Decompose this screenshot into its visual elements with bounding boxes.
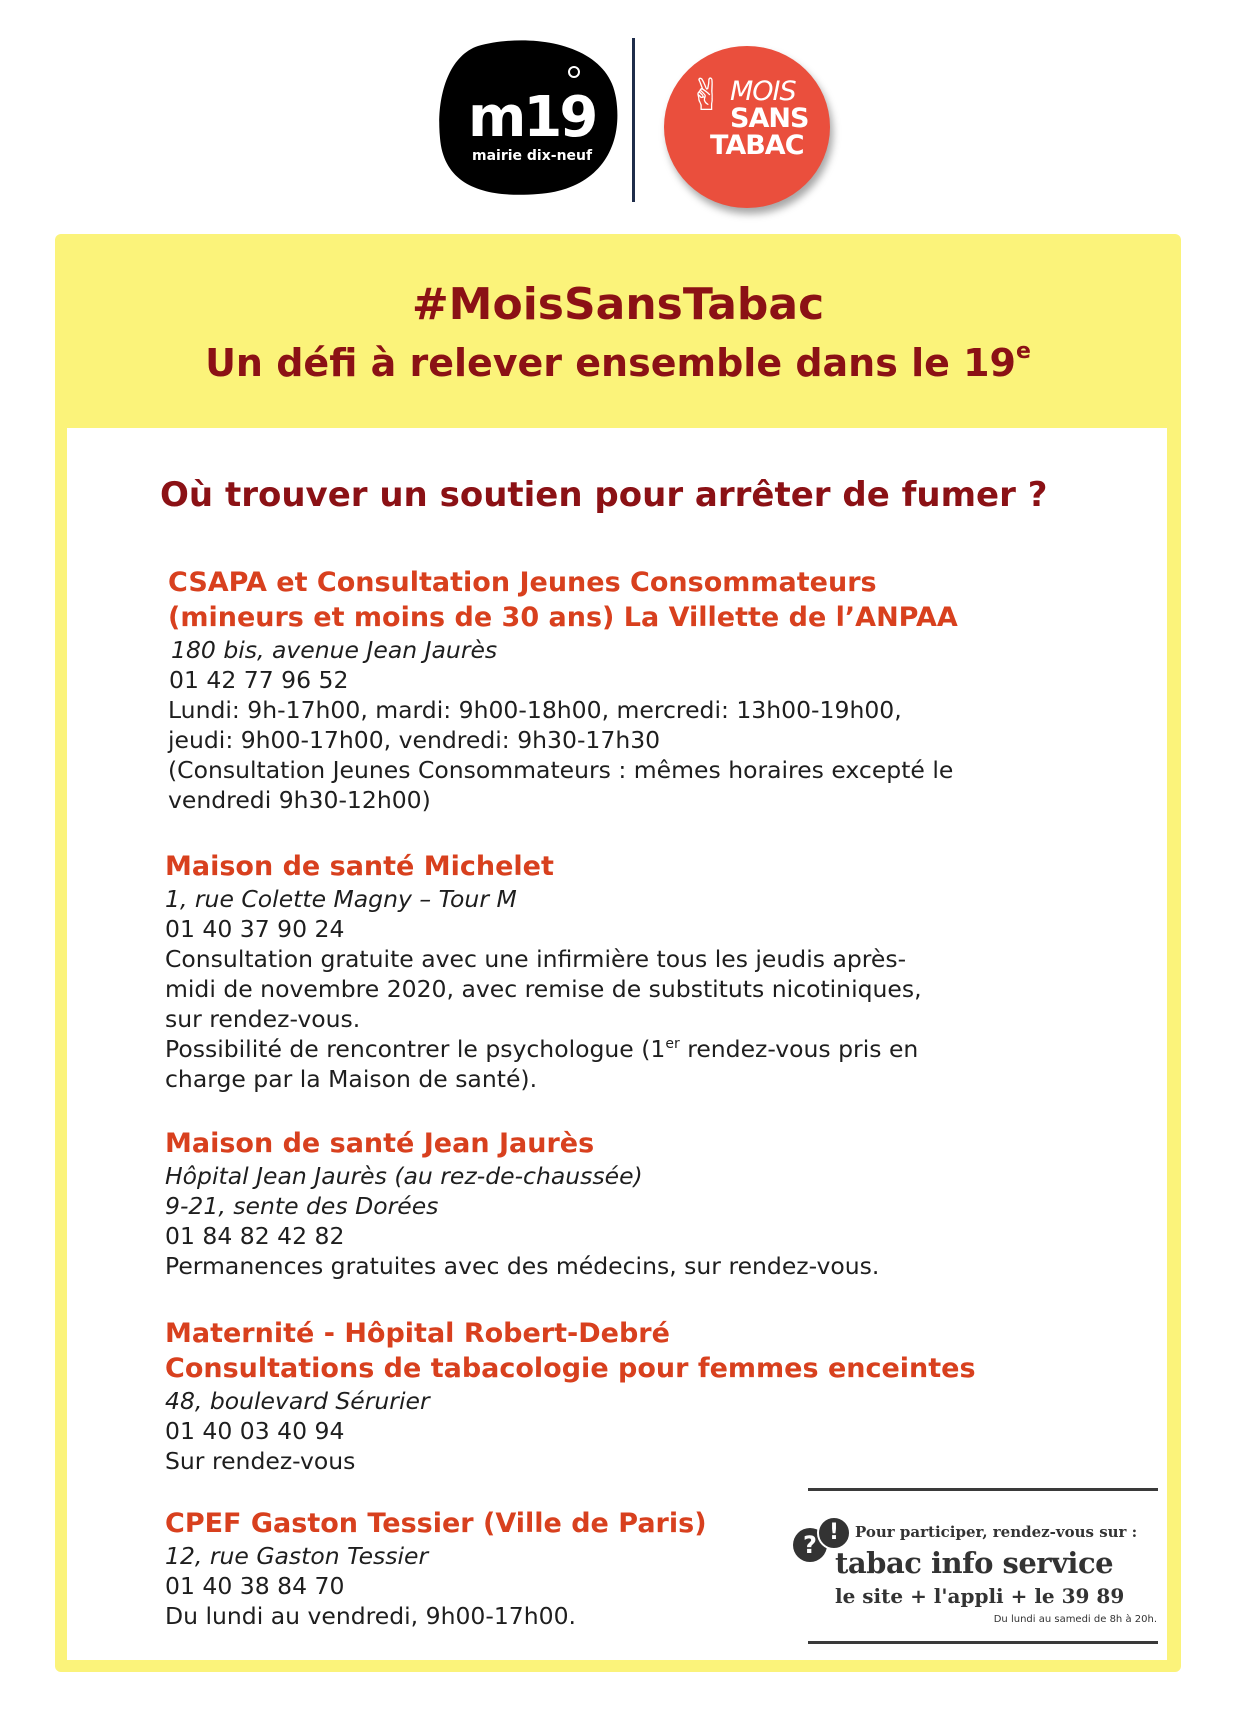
tabac-info-name: tabac info service <box>835 1546 1114 1580</box>
mairie-19-mark: m19 <box>468 85 596 150</box>
entry-robert-debre <box>165 1316 1045 1476</box>
entry-heading: Maison de santé Jean Jaurès <box>165 1128 595 1159</box>
entry-detail: sur rendez-vous. <box>165 1005 361 1033</box>
tabac-info-bottom-rule <box>808 1641 1158 1644</box>
subtitle-superscript: e <box>1015 339 1031 364</box>
entry-maison-jean-jaures <box>165 1126 1045 1281</box>
tabac-info-service-box <box>793 1488 1163 1644</box>
entry-heading: CPEF Gaston Tessier (Ville de Paris) <box>165 1508 707 1539</box>
entry-phone: 01 42 77 96 52 <box>169 666 349 694</box>
mairie-19-logo <box>438 38 620 198</box>
exclamation-icon: ! <box>817 1516 851 1550</box>
entry-phone: 01 40 03 40 94 <box>165 1417 345 1445</box>
entry-detail: Permanences gratuites avec des médecins, sur rendez-vous. <box>165 1252 880 1280</box>
entry-detail: charge par la Maison de santé). <box>165 1065 538 1093</box>
entry-detail: vendredi 9h30-12h00) <box>168 786 431 814</box>
logo-separator <box>632 38 635 202</box>
entry-heading: Maison de santé Michelet <box>165 851 554 882</box>
entry-heading: Maternité - Hôpital Robert-Debré <box>165 1318 670 1349</box>
entry-detail: Lundi: 9h-17h00, mardi: 9h00-18h00, mercredi: 13h00-19h00, <box>168 696 902 724</box>
question-mark-icon: ? <box>793 1528 827 1562</box>
mois-sans-tabac-logo <box>660 38 835 213</box>
entry-address: 12, rue Gaston Tessier <box>165 1542 429 1570</box>
entry-address: 9-21, sente des Dorées <box>165 1192 439 1220</box>
entry-heading: (mineurs et moins de 30 ans) La Villette de l’ANPAA <box>168 602 958 633</box>
tabac-info-lead: Pour participer, rendez-vous sur : <box>855 1523 1138 1541</box>
mois-sans-tabac-line1: MOIS <box>730 76 796 107</box>
entry-address: Hôpital Jean Jaurès (au rez-de-chaussée) <box>165 1162 643 1190</box>
entry-csapa <box>168 565 1048 815</box>
mairie-19-caption: mairie dix-neuf <box>472 148 593 164</box>
entry-detail: jeudi: 9h00-17h00, vendredi: 9h30-17h30 <box>168 726 661 754</box>
mois-sans-tabac-line2: SANS <box>730 103 809 134</box>
entry-detail: Consultation gratuite avec une infirmière tous les jeudis après- <box>165 945 907 973</box>
entry-detail: Sur rendez-vous <box>165 1447 356 1475</box>
entry-detail: midi de novembre 2020, avec remise de substituts nicotiniques, <box>165 975 922 1003</box>
entry-address: 180 bis, avenue Jean Jaurès <box>171 636 498 664</box>
page-title: #MoisSansTabac <box>411 279 825 330</box>
section-question: Où trouver un soutien pour arrêter de fumer ? <box>160 475 1048 515</box>
entry-detail: Du lundi au vendredi, 9h00-17h00. <box>165 1602 577 1630</box>
logo-bar <box>0 0 1241 220</box>
entry-address: 1, rue Colette Magny – Tour M <box>165 885 517 913</box>
entry-detail: Possibilité de rencontrer le psychologue (1er rendez-vous pris en <box>165 1035 919 1063</box>
page-subtitle: Un défi à relever ensemble dans le 19e <box>205 339 1031 385</box>
mois-sans-tabac-line3: TABAC <box>710 130 804 161</box>
entry-maison-michelet <box>165 849 1045 1094</box>
tabac-info-top-rule <box>808 1488 1158 1491</box>
tabac-info-channels: le site + l'appli + le 39 89 <box>835 1584 1125 1608</box>
victory-hand-icon: ✌ <box>688 70 725 121</box>
entry-phone: 01 84 82 42 82 <box>165 1222 345 1250</box>
entry-detail: (Consultation Jeunes Consommateurs : mêmes horaires excepté le <box>168 756 954 784</box>
entry-heading: Consultations de tabacologie pour femmes enceintes <box>165 1353 976 1384</box>
tabac-info-hours: Du lundi au samedi de 8h à 20h. <box>993 1614 1157 1625</box>
entry-address: 48, boulevard Sérurier <box>165 1387 430 1415</box>
entry-phone: 01 40 38 84 70 <box>165 1572 345 1600</box>
entry-phone: 01 40 37 90 24 <box>165 915 345 943</box>
entry-heading: CSAPA et Consultation Jeunes Consommateurs <box>168 567 877 598</box>
